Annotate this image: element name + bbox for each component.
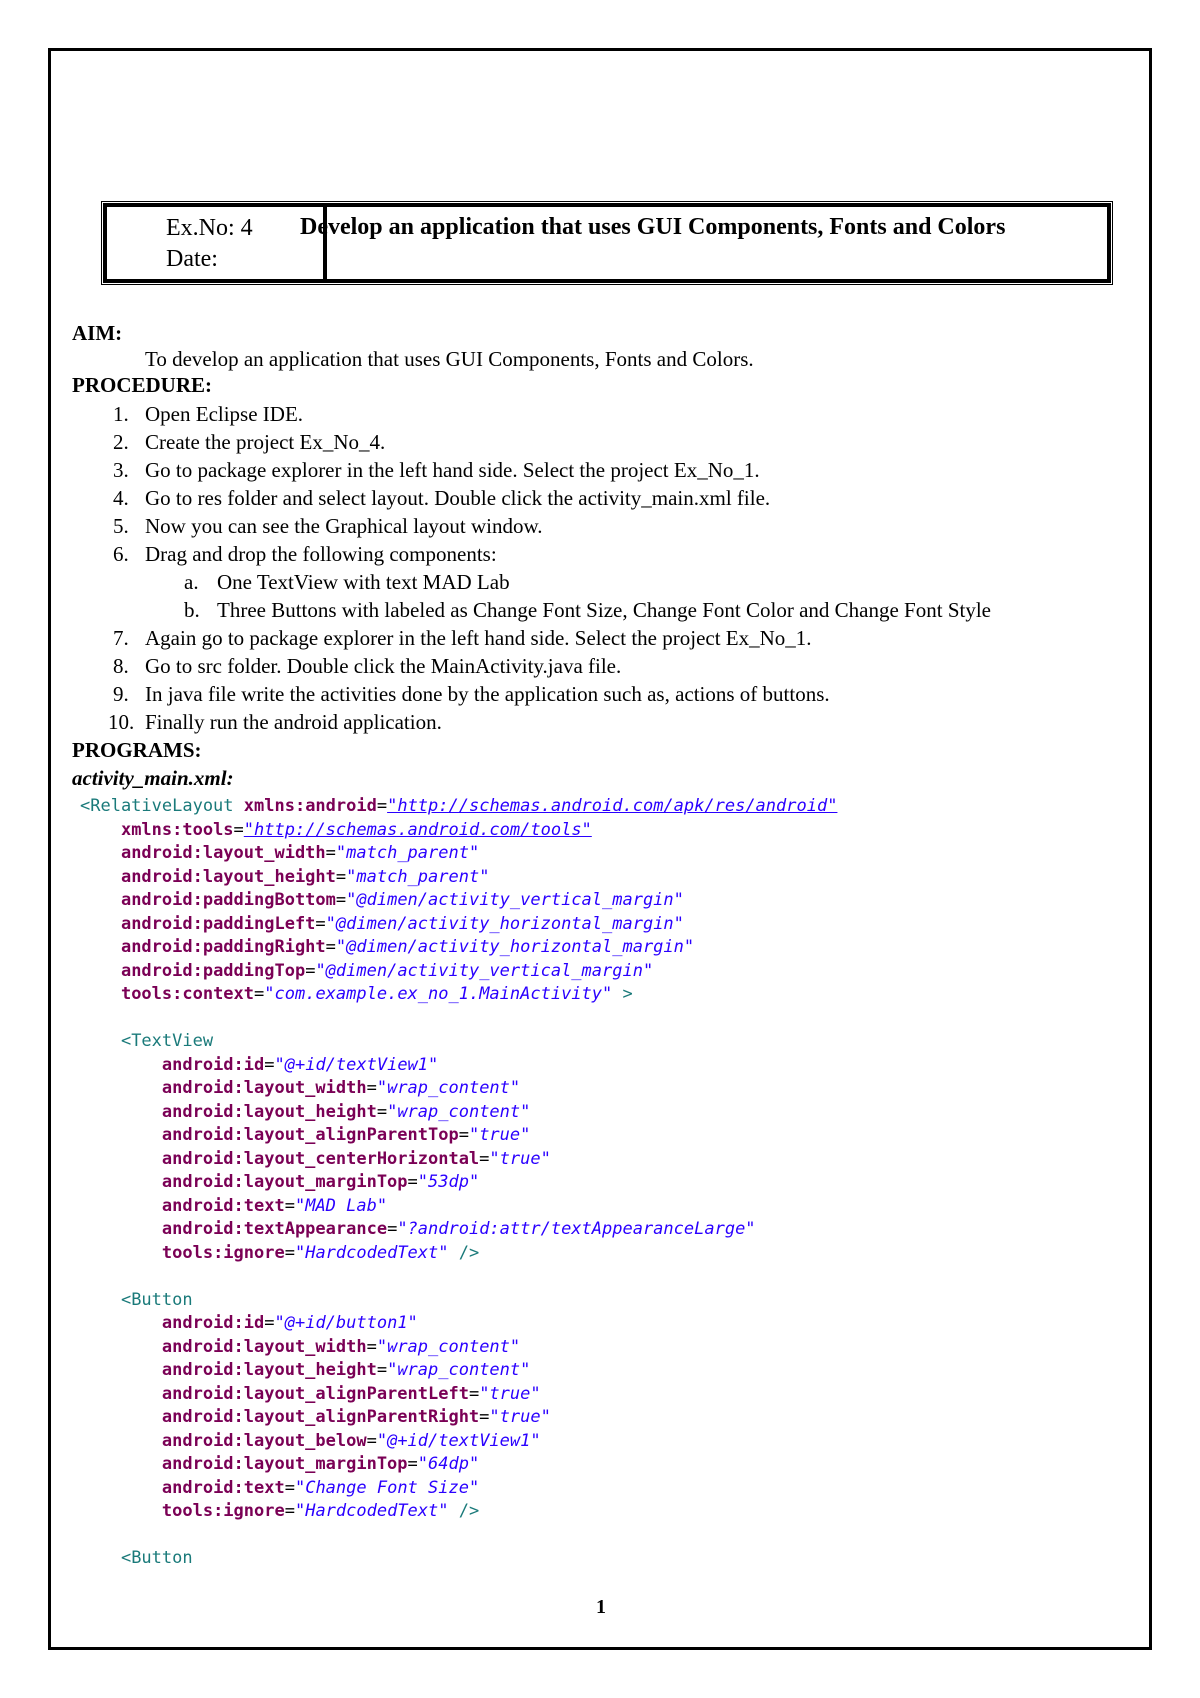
list-item: Again go to package explorer in the left hand side. Select the project Ex_No_1. (145, 626, 812, 650)
step-number: 3. (113, 458, 129, 482)
programs-heading: PROGRAMS: (72, 738, 202, 762)
page-number: 1 (596, 1596, 606, 1618)
exercise-title: Develop an application that uses GUI Components, Fonts and Colors (300, 214, 1006, 240)
list-item: Three Buttons with labeled as Change Font Size, Change Font Color and Change Font Style (217, 598, 991, 622)
step-number: 9. (113, 682, 129, 706)
code-tag: <RelativeLayout (80, 796, 234, 816)
code-listing: <RelativeLayout xmlns:android="http://schemas.android.com/apk/res/android" xmlns:tools="http://schemas.android.com/tools" android:layout_width="match_parent" android:layout_height="match_parent" android:paddingBottom="@dimen/activity_vertical_margin" android:paddingLeft="@dimen/activity_horizontal_margin" android:paddingRight="@dimen/activity_horizontal_margin" android:paddingTop="@dimen/activity_vertical_margin" tools:context="com.example.ex_no_1.MainActivity" > <TextView android:id="@+id/textView1" android:layout_width="wrap_content" android:layout_height="wrap_content" android:layout_alignParentTop="true" android:layout_centerHorizontal="true" android:layout_marginTop="53dp" android:text="MAD Lab" android:textAppearance="?android:attr/textAppearanceLarge" tools:ignore="HardcodedText" /> <Button android:id="@+id/button1" android:layout_width="wrap_content" android:layout_height="wrap_content" android:layout_alignParentLeft="true" android:layout_alignParentRight="true" android:layout_below="@+id/textView1" android:layout_marginTop="64dp" android:text="Change Font Size" tools:ignore="HardcodedText" /> <Button (80, 796, 838, 1568)
code-file-name: activity_main.xml: (72, 766, 234, 790)
list-item: Go to src folder. Double click the MainActivity.java file. (145, 654, 622, 678)
step-number: 7. (113, 626, 129, 650)
list-item: Go to res folder and select layout. Double click the activity_main.xml file. (145, 486, 771, 510)
step-number: 2. (113, 430, 129, 454)
step-number: 10. (108, 710, 135, 734)
code-tag: <Button (120, 1289, 193, 1310)
list-item: One TextView with text MAD Lab (217, 570, 510, 594)
step-number: 6. (113, 542, 129, 566)
sub-step-letter: a. (184, 570, 199, 594)
exercise-date: Date: (166, 246, 218, 272)
code-link: "http://schemas.android.com/apk/res/android" (387, 796, 838, 816)
step-number: 4. (113, 486, 129, 510)
step-number: 8. (113, 654, 129, 678)
code-tag: <Button (120, 1548, 193, 1568)
sub-step-letter: b. (184, 598, 200, 622)
aim-heading: AIM: (72, 321, 123, 345)
step-number: 5. (113, 514, 129, 538)
list-item: Drag and drop the following components: (145, 542, 497, 566)
list-item: Go to package explorer in the left hand side. Select the project Ex_No_1. (145, 458, 760, 482)
list-item: Open Eclipse IDE. (145, 402, 304, 426)
list-item: Create the project Ex_No_4. (145, 430, 386, 454)
step-number: 1. (113, 402, 129, 426)
list-item: Finally run the android application. (145, 710, 442, 734)
procedure-heading: PROCEDURE: (72, 373, 212, 397)
list-item: In java file write the activities done by the application such as, actions of buttons. (145, 682, 830, 706)
list-item: Now you can see the Graphical layout window. (145, 514, 543, 538)
code-tag: <TextView (120, 1031, 214, 1051)
code-link: "http://schemas.android.com/tools" (243, 819, 592, 840)
exercise-number: Ex.No: 4 (166, 215, 253, 241)
aim-text: To develop an application that uses GUI Components, Fonts and Colors. (145, 347, 754, 371)
